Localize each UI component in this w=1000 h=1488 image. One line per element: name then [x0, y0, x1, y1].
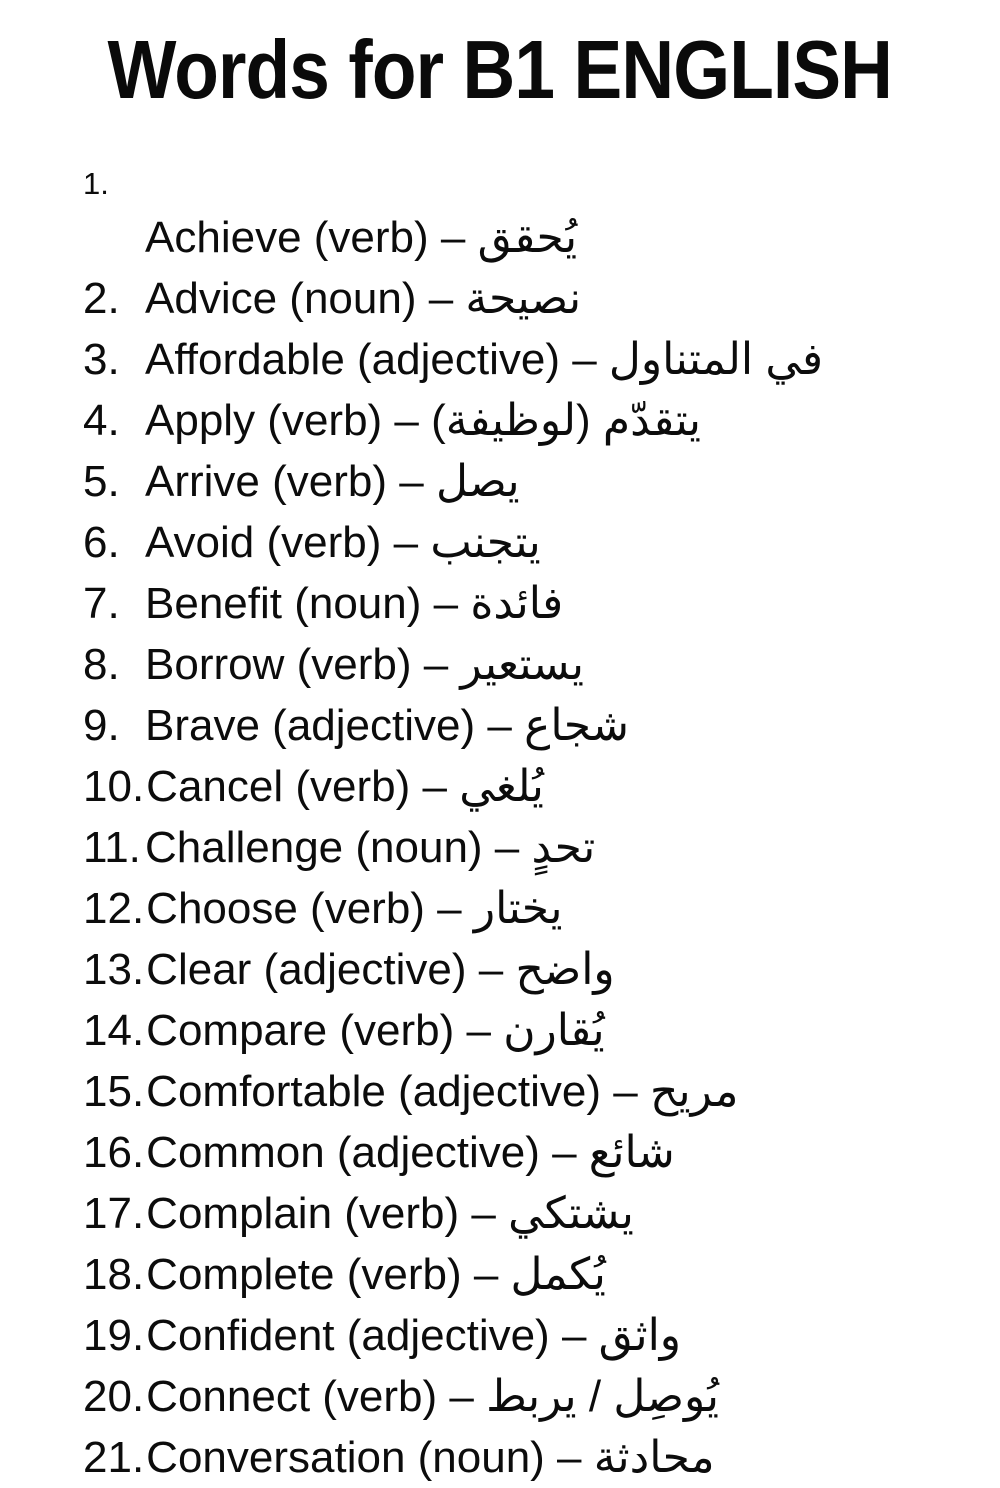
- item-text: Complain (verb) – يشتكي: [146, 1189, 634, 1239]
- item-text: Compare (verb) – يُقارن: [146, 1006, 605, 1056]
- list-item: [83, 756, 1000, 817]
- item-number: 17.: [83, 1189, 145, 1239]
- item-text: Common (adjective) – شائع: [146, 1128, 675, 1178]
- list-item: [83, 1427, 1000, 1488]
- vocabulary-list: [0, 161, 1000, 1488]
- list-item: [83, 573, 1000, 634]
- item-number: 21.: [83, 1433, 145, 1483]
- item-number: 19.: [83, 1311, 145, 1361]
- list-item: [83, 512, 1000, 573]
- list-item: [83, 1122, 1000, 1183]
- item-text: Conversation (noun) – محادثة: [146, 1433, 715, 1483]
- item-text: Avoid (verb) – يتجنب: [145, 518, 541, 568]
- item-text: Challenge (noun) – تحدٍ: [145, 823, 596, 873]
- item-number: 2.: [83, 274, 120, 324]
- item-number: 14.: [83, 1006, 145, 1056]
- list-item: [83, 268, 1000, 329]
- item-text: Comfortable (adjective) – مريح: [146, 1067, 739, 1117]
- item-number: 16.: [83, 1128, 145, 1178]
- item-number: 6.: [83, 518, 120, 568]
- item-text: Advice (noun) – نصيحة: [145, 274, 582, 324]
- item-text: Choose (verb) – يختار: [146, 884, 563, 934]
- list-item: [83, 1000, 1000, 1061]
- page-title: Words for B1 ENGLISH: [107, 23, 893, 116]
- list-item: [83, 1061, 1000, 1122]
- item-text: Benefit (noun) – فائدة: [145, 579, 564, 629]
- item-text: Achieve (verb) – يُحقق: [145, 213, 578, 263]
- item-text: Complete (verb) – يُكمل: [146, 1250, 606, 1300]
- item-text: Affordable (adjective) – في المتناول: [145, 335, 824, 385]
- item-text: Arrive (verb) – يصل: [145, 457, 520, 507]
- item-number: 5.: [83, 457, 120, 507]
- item-number: 3.: [83, 335, 120, 385]
- item-text: Borrow (verb) – يستعير: [145, 640, 584, 690]
- list-item: [83, 329, 1000, 390]
- list-item: [83, 634, 1000, 695]
- item-text: Connect (verb) – يُوصِل / يربط: [146, 1372, 719, 1422]
- list-item: [83, 1305, 1000, 1366]
- item-number: 1.: [83, 166, 109, 202]
- item-number: 15.: [83, 1067, 145, 1117]
- list-item: [83, 939, 1000, 1000]
- list-item: [83, 817, 1000, 878]
- list-item: [83, 451, 1000, 512]
- item-text: Clear (adjective) – واضح: [146, 945, 615, 995]
- item-text: Confident (adjective) – واثق: [146, 1311, 682, 1361]
- list-item: [83, 1244, 1000, 1305]
- item-number: 18.: [83, 1250, 145, 1300]
- item-number: 12.: [83, 884, 145, 934]
- item-text: Cancel (verb) – يُلغي: [146, 762, 544, 812]
- item-number: 8.: [83, 640, 120, 690]
- title-row: [0, 0, 1000, 117]
- item-number: 9.: [83, 701, 120, 751]
- list-item: [83, 1366, 1000, 1427]
- item-number: 13.: [83, 945, 145, 995]
- list-item: [83, 390, 1000, 451]
- item-number: 7.: [83, 579, 120, 629]
- item-number: 20.: [83, 1372, 145, 1422]
- item-text: Brave (adjective) – شجاع: [145, 701, 629, 751]
- list-item: [83, 695, 1000, 756]
- list-item: [83, 1183, 1000, 1244]
- item-number: 11.: [83, 823, 141, 873]
- item-text: Apply (verb) – يتقدّم (لوظيفة): [145, 396, 702, 446]
- item-number: 10.: [83, 762, 145, 812]
- item-number: 4.: [83, 396, 120, 446]
- list-item: [83, 878, 1000, 939]
